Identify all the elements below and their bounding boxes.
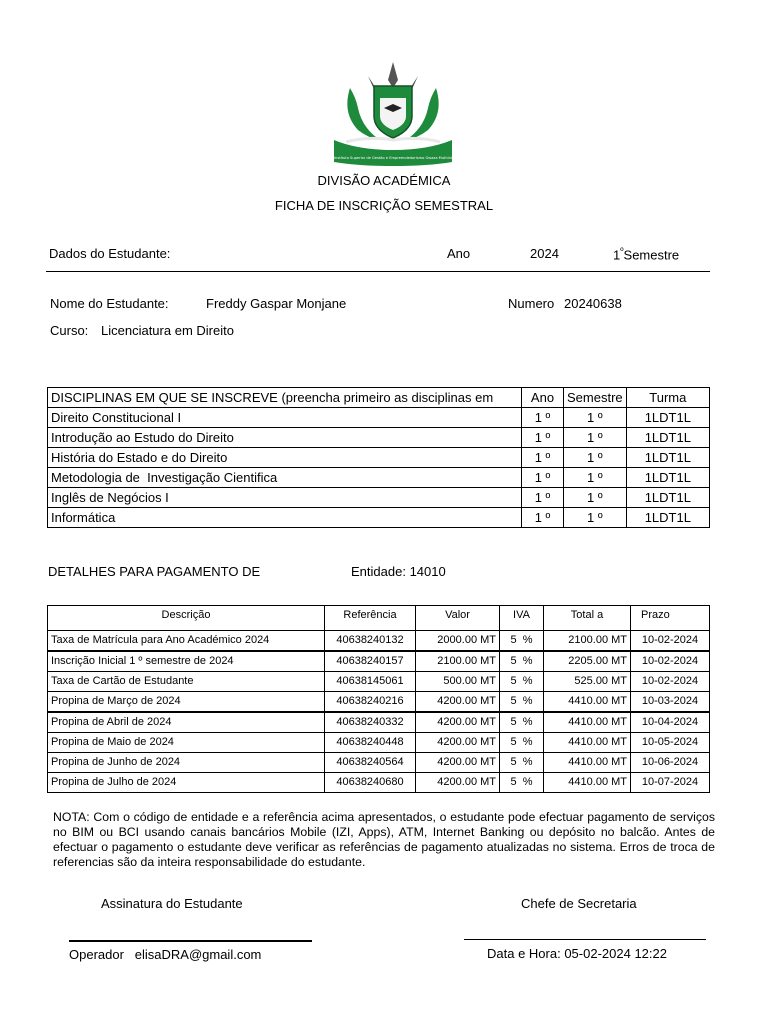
payment-total: 4410.00 MT bbox=[544, 773, 631, 793]
operator-email: elisaDRA@gmail.com bbox=[134, 947, 262, 962]
payment-total: 4410.00 MT bbox=[544, 692, 631, 713]
payment-deadline: 10-06-2024 bbox=[631, 753, 710, 773]
payment-value: 4200.00 MT bbox=[416, 692, 500, 713]
payment-value: 4200.00 MT bbox=[416, 712, 500, 733]
deadline-header: Prazo bbox=[631, 606, 710, 631]
payment-row bbox=[48, 692, 710, 713]
secretary-signature-line bbox=[464, 939, 706, 940]
discipline-year: 1 º bbox=[522, 468, 564, 488]
discipline-year: 1 º bbox=[522, 488, 564, 508]
reference-header: Referência bbox=[325, 606, 416, 631]
payment-vat: 5 % bbox=[500, 692, 544, 713]
discipline-class: 1LDT1L bbox=[626, 468, 709, 488]
payment-description: Taxa de Matrícula para Ano Académico 2024 bbox=[48, 631, 325, 652]
discipline-row bbox=[48, 448, 710, 468]
payment-row bbox=[48, 753, 710, 773]
datetime-field bbox=[487, 946, 667, 961]
discipline-year: 1 º bbox=[522, 428, 564, 448]
payment-deadline: 10-02-2024 bbox=[631, 672, 710, 692]
payment-vat: 5 % bbox=[500, 733, 544, 753]
discipline-class: 1LDT1L bbox=[626, 448, 709, 468]
logo-banner-text: Instituto Superior de Gestão e Empreendedorismo Gwaza Muthini bbox=[333, 156, 453, 160]
payment-table bbox=[47, 605, 710, 793]
student-signature-line bbox=[69, 940, 312, 942]
payment-reference: 40638240448 bbox=[325, 733, 416, 753]
student-name: Freddy Gaspar Monjane bbox=[206, 296, 347, 311]
payment-reference: 40638240216 bbox=[325, 692, 416, 713]
payment-row bbox=[48, 733, 710, 753]
payment-description: Propina de Março de 2024 bbox=[48, 692, 325, 713]
payment-vat: 5 % bbox=[500, 753, 544, 773]
discipline-row bbox=[48, 488, 710, 508]
vat-header: IVA bbox=[500, 606, 544, 631]
disciplines-header-row bbox=[48, 388, 710, 408]
payment-deadline: 10-07-2024 bbox=[631, 773, 710, 793]
discipline-row bbox=[48, 428, 710, 448]
discipline-name: Direito Constitucional I bbox=[48, 408, 522, 428]
institution-logo bbox=[328, 58, 458, 168]
semester-header: Semestre bbox=[564, 388, 627, 408]
payment-description: Propina de Julho de 2024 bbox=[48, 773, 325, 793]
payment-deadline: 10-04-2024 bbox=[631, 712, 710, 733]
division-title: DIVISÃO ACADÉMICA bbox=[317, 173, 451, 188]
payment-deadline: 10-03-2024 bbox=[631, 692, 710, 713]
payment-vat: 5 % bbox=[500, 712, 544, 733]
semester-ordinal: º bbox=[620, 246, 624, 256]
student-number: 20240638 bbox=[564, 296, 622, 311]
discipline-semester: 1 º bbox=[564, 488, 627, 508]
payment-deadline: 10-02-2024 bbox=[631, 651, 710, 672]
datetime-value: 05-02-2024 12:22 bbox=[564, 946, 667, 961]
year-value: 2024 bbox=[530, 246, 559, 261]
payment-reference: 40638240564 bbox=[325, 753, 416, 773]
course-value: Licenciatura em Direito bbox=[101, 323, 234, 338]
discipline-class: 1LDT1L bbox=[626, 488, 709, 508]
discipline-semester: 1 º bbox=[564, 508, 627, 528]
discipline-name: História do Estado e do Direito bbox=[48, 448, 522, 468]
payment-reference: 40638240680 bbox=[325, 773, 416, 793]
payment-row bbox=[48, 712, 710, 733]
header-divider bbox=[46, 271, 710, 272]
datetime-label: Data e Hora: bbox=[487, 946, 561, 961]
year-label: Ano bbox=[447, 246, 471, 261]
payment-description: Taxa de Cartão de Estudante bbox=[48, 672, 325, 692]
discipline-row bbox=[48, 468, 710, 488]
semester-value: 1 bbox=[613, 247, 621, 263]
payment-header-row bbox=[48, 606, 710, 631]
payment-description: Propina de Junho de 2024 bbox=[48, 753, 325, 773]
class-header: Turma bbox=[626, 388, 709, 408]
discipline-class: 1LDT1L bbox=[626, 408, 709, 428]
year-header: Ano bbox=[522, 388, 564, 408]
total-header: Total a bbox=[544, 606, 631, 631]
payment-vat: 5 % bbox=[500, 651, 544, 672]
student-section-label: Dados do Estudante: bbox=[49, 246, 171, 261]
operator-field bbox=[69, 947, 261, 962]
payment-value: 2000.00 MT bbox=[416, 631, 500, 652]
payment-total: 4410.00 MT bbox=[544, 733, 631, 753]
entity-value: 14010 bbox=[409, 564, 446, 579]
payment-vat: 5 % bbox=[500, 672, 544, 692]
payment-description: Inscrição Inicial 1 º semestre de 2024 bbox=[48, 651, 325, 672]
discipline-semester: 1 º bbox=[564, 408, 627, 428]
course-label: Curso: bbox=[50, 323, 89, 338]
payment-row bbox=[48, 651, 710, 672]
semester-field bbox=[613, 246, 679, 262]
payment-row bbox=[48, 672, 710, 692]
value-header: Valor bbox=[416, 606, 500, 631]
discipline-name: Metodologia de Investigação Cientifica bbox=[48, 468, 522, 488]
student-name-label: Nome do Estudante: bbox=[50, 296, 169, 311]
payment-deadline: 10-02-2024 bbox=[631, 631, 710, 652]
payment-note: NOTA: Com o código de entidade e a referência acima apresentados, o estudante pode efectuar pagamento de serviços no BIM ou BCI usando canais bancários Mobile (IZI, Apps), ATM, Internet Banking ou depósito no balcão. Antes de efectuar o pagamento o estudante deve verificar as referências de pagamento atualizadas no sistema. Erros de troca de referencias são da inteira responsabilidade do estudante. bbox=[53, 810, 715, 869]
payment-deadline: 10-05-2024 bbox=[631, 733, 710, 753]
logo-emblem-text: ISGEGM bbox=[381, 142, 405, 149]
payment-reference: 40638240132 bbox=[325, 631, 416, 652]
payment-total: 2100.00 MT bbox=[544, 631, 631, 652]
discipline-semester: 1 º bbox=[564, 468, 627, 488]
operator-label: Operador bbox=[69, 947, 124, 962]
discipline-class: 1LDT1L bbox=[626, 508, 709, 528]
payment-row bbox=[48, 773, 710, 793]
payment-total: 2205.00 MT bbox=[544, 651, 631, 672]
student-number-label: Numero bbox=[508, 296, 555, 311]
discipline-row bbox=[48, 508, 710, 528]
payment-value: 4200.00 MT bbox=[416, 753, 500, 773]
discipline-row bbox=[48, 408, 710, 428]
disciplines-table bbox=[47, 387, 710, 528]
payment-description: Propina de Abril de 2024 bbox=[48, 712, 325, 733]
entity-field bbox=[351, 564, 446, 579]
semester-label: Semestre bbox=[623, 247, 680, 263]
disciplines-header: DISCIPLINAS EM QUE SE INSCREVE (preencha primeiro as disciplinas em bbox=[48, 388, 522, 408]
description-header: Descrição bbox=[48, 606, 325, 631]
payment-total: 4410.00 MT bbox=[544, 753, 631, 773]
discipline-name: Informática bbox=[48, 508, 522, 528]
discipline-name: Introdução ao Estudo do Direito bbox=[48, 428, 522, 448]
payment-reference: 40638240332 bbox=[325, 712, 416, 733]
payment-value: 500.00 MT bbox=[416, 672, 500, 692]
student-signature-label: Assinatura do Estudante bbox=[101, 896, 243, 911]
discipline-class: 1LDT1L bbox=[626, 428, 709, 448]
entity-label: Entidade: bbox=[351, 564, 406, 579]
payment-description: Propina de Maio de 2024 bbox=[48, 733, 325, 753]
payment-reference: 40638240157 bbox=[325, 651, 416, 672]
payment-title: DETALHES PARA PAGAMENTO DE bbox=[48, 564, 261, 579]
discipline-semester: 1 º bbox=[564, 428, 627, 448]
payment-value: 4200.00 MT bbox=[416, 733, 500, 753]
discipline-semester: 1 º bbox=[564, 448, 627, 468]
payment-vat: 5 % bbox=[500, 773, 544, 793]
payment-total: 4410.00 MT bbox=[544, 712, 631, 733]
payment-vat: 5 % bbox=[500, 631, 544, 652]
discipline-year: 1 º bbox=[522, 508, 564, 528]
discipline-year: 1 º bbox=[522, 408, 564, 428]
discipline-name: Inglês de Negócios I bbox=[48, 488, 522, 508]
form-title: FICHA DE INSCRIÇÃO SEMESTRAL bbox=[274, 198, 494, 213]
secretary-signature-label: Chefe de Secretaria bbox=[521, 896, 637, 911]
payment-value: 2100.00 MT bbox=[416, 651, 500, 672]
payment-reference: 40638145061 bbox=[325, 672, 416, 692]
payment-total: 525.00 MT bbox=[544, 672, 631, 692]
payment-value: 4200.00 MT bbox=[416, 773, 500, 793]
discipline-year: 1 º bbox=[522, 448, 564, 468]
payment-row bbox=[48, 631, 710, 652]
